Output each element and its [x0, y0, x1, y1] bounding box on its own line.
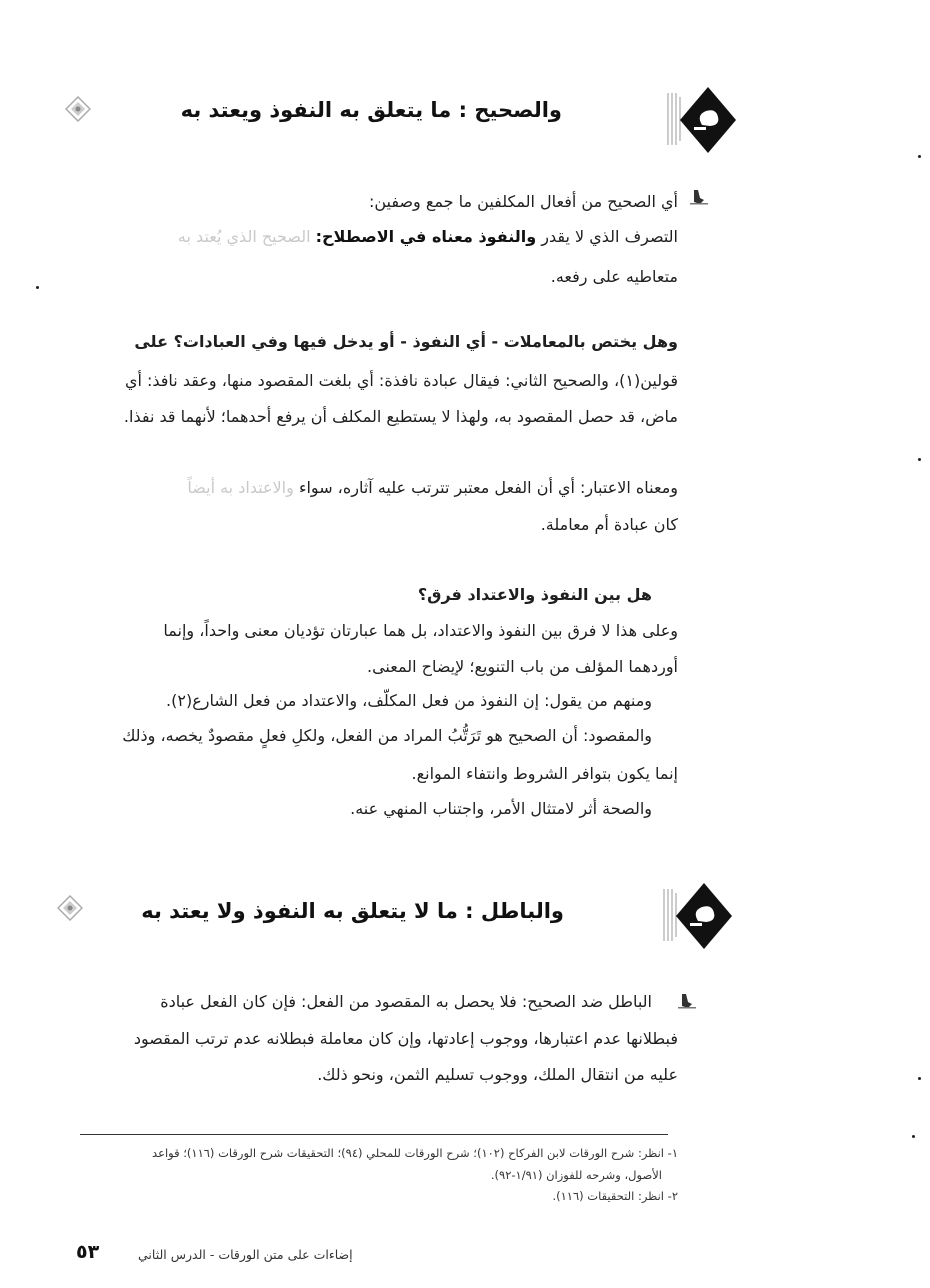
margin-marker-icon	[676, 990, 698, 1012]
footnote-2: ٢- انظر: التحقيقات (١١٦).	[552, 1189, 678, 1203]
faint-text: الصحيح الذي يُعتد به	[177, 227, 311, 246]
definition-line	[80, 226, 678, 248]
paragraph-line: أوردهما المؤلف من باب التنويع؛ لإيضاح المعنى.	[366, 657, 678, 676]
paragraph-line: والصحة أثر لامتثال الأمر، واجتناب المنهي عنه.	[350, 799, 652, 818]
scan-speck	[918, 1077, 921, 1080]
meaning-line	[80, 477, 678, 499]
question-line: وهل يختص بالمعاملات - أي النفوذ - أو يدخل فيها وفي العبادات؟ على	[134, 332, 678, 351]
faint-text: والاعتداد به أيضاً	[187, 478, 294, 497]
paragraph-line: أي الصحيح من أفعال المكلفين ما جمع وصفين:	[368, 192, 678, 211]
paragraph-line: إنما يكون بتوافر الشروط وانتفاء الموانع.	[411, 764, 678, 783]
paragraph-line: متعاطيه على رفعه.	[550, 267, 678, 286]
footnote-1-cont: الأصول، وشرحه للفوزان (١/٩١-٩٢).	[490, 1168, 662, 1182]
paragraph-line: وعلى هذا لا فرق بين النفوذ والاعتداد، بل هما عبارتان تؤديان معنى واحداً، وإنما	[163, 621, 678, 640]
paragraph-line: كان عبادة أم معاملة.	[540, 515, 678, 534]
margin-marker-icon	[688, 186, 710, 208]
section-emblem-icon	[660, 879, 734, 953]
scan-speck	[918, 155, 921, 158]
diamond-ornament-icon	[65, 96, 91, 122]
paragraph-line: فبطلانها عدم اعتبارها، ووجوب إعادتها، وإن كان معاملة فبطلانه عدم ترتب المقصود	[133, 1029, 678, 1048]
page-number: ٥٣	[76, 1241, 100, 1263]
paragraph-line: والمقصود: أن الصحيح هو تَرَتُّبُ المراد من الفعل، ولكلِ فعلٍ مقصودٌ يخصه، وذلك	[122, 726, 652, 745]
scan-speck	[36, 286, 39, 289]
running-footer: إضاءات على متن الورقات - الدرس الثاني	[138, 1247, 353, 1262]
section-emblem-icon	[664, 83, 738, 157]
meaning-text: ومعناه الاعتبار: أي أن الفعل معتبر تترتب عليه آثاره، سواء	[298, 478, 678, 497]
definition-text: التصرف الذي لا يقدر	[541, 227, 678, 246]
section2-heading: والباطل : ما لا يتعلق به النفوذ ولا يعتد به	[141, 899, 564, 923]
section1-heading: والصحيح : ما يتعلق به النفوذ ويعتد به	[180, 98, 562, 122]
definition-keyword: والنفوذ معناه في الاصطلاح:	[315, 227, 537, 246]
diamond-ornament-icon	[57, 895, 83, 921]
paragraph-line: الباطل ضد الصحيح: فلا يحصل به المقصود من الفعل: فإن كان الفعل عبادة	[160, 992, 652, 1011]
paragraph-line: ماض، قد حصل المقصود به، ولهذا لا يستطيع المكلف أن يرفع أحدهما؛ لأنهما قد نفذا.	[123, 407, 678, 426]
footnote-divider	[80, 1134, 668, 1135]
scan-speck	[912, 1135, 915, 1138]
paragraph-line: عليه من انتقال الملك، ووجوب تسليم الثمن، ونحو ذلك.	[317, 1065, 678, 1084]
question-line: هل بين النفوذ والاعتداد فرق؟	[417, 585, 652, 604]
paragraph-line: ومنهم من يقول: إن النفوذ من فعل المكلّف، والاعتداد من فعل الشارع(٢).	[166, 691, 652, 710]
scan-speck	[918, 458, 921, 461]
paragraph-line: قولين(١)، والصحيح الثاني: فيقال عبادة نافذة: أي بلغت المقصود منها، وعقد نافذ: أي	[124, 371, 678, 390]
footnote-1: ١- انظر: شرح الورقات لابن الفركاح (١٠٢)؛ شرح الورقات للمحلي (٩٤)؛ التحقيقات شرح الورقات (١١٦)؛ قواعد	[152, 1146, 678, 1160]
